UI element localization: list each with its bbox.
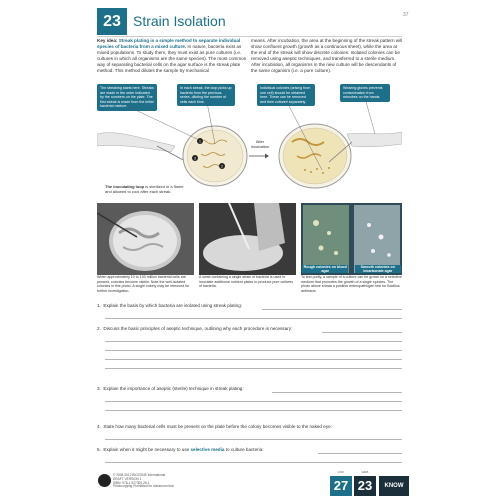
label-smooth-colonies: Smooth colonies on bicarbonate agar — [355, 265, 401, 273]
answer-line[interactable] — [262, 309, 402, 310]
intro-left-column — [97, 38, 249, 74]
answer-line[interactable] — [322, 332, 402, 333]
question-text: Explain the importance of aseptic (sterile) technique in streak plating: — [103, 386, 244, 391]
after-incubation-label: After incubation — [250, 139, 270, 149]
answer-line[interactable] — [105, 401, 402, 402]
inoculating-loop-desc: is sterilized in a flame and allowed to cool after each streak. — [105, 184, 184, 194]
web-label: WEB — [361, 470, 369, 474]
swab-photo-illustration — [199, 203, 296, 275]
question-number: 3. — [97, 386, 101, 391]
plate-number-1: 1 — [199, 139, 201, 144]
answer-line[interactable] — [105, 350, 402, 351]
question-number: 5. — [97, 447, 101, 452]
caption-swab: A swab containing a single strain of bacteria is used to inoculate additional nutrient plates to produce pure cultures of bacteria. — [199, 275, 294, 288]
question-highlight: selective media — [190, 447, 225, 452]
photo-streak-plate — [97, 203, 194, 275]
page-title: Strain Isolation — [133, 13, 226, 29]
copyright-text: © 2008-2012 BIOZONE International — [113, 473, 166, 477]
answer-line[interactable] — [105, 368, 402, 369]
plate-number-2: 2 — [221, 164, 223, 169]
copyright-block — [113, 474, 174, 489]
caption-streak-plate: When approximately 10 to 100 million bacterial cells are present, colonies become visible. Note the well-isolated colonies in this photo. A single colony may be removed for further investigation. — [97, 275, 190, 293]
question-text: State how many bacterial cells must be present on the plate before the colony becomes visible to the naked eye: — [103, 424, 332, 429]
inoculating-loop-term: The inoculating loop — [105, 184, 145, 189]
question-5 — [97, 447, 264, 452]
photo-strip — [97, 203, 402, 275]
answer-line[interactable] — [272, 392, 402, 393]
isbn-text: ISBN: 978-1-927309-26-1 — [113, 480, 150, 485]
question-text: Explain the basis by which bacteria are isolated using streak plating: — [103, 303, 243, 308]
question-text: Discuss the basic principles of aseptic technique, outlining why each procedure is necessary: — [103, 326, 293, 331]
plate-number-3: 3 — [194, 156, 196, 161]
link-activity-tag[interactable]: 27 — [330, 476, 352, 496]
draft-text: DRAFT VERSION 1 — [113, 476, 142, 481]
page-number: 37 — [403, 12, 409, 18]
question-4 — [97, 424, 332, 429]
callout-gloves: Wearing gloves prevents contamination from microbes on the hands. — [340, 84, 390, 102]
permission-text: Photocopying Prohibited for classroom trial — [113, 484, 174, 489]
question-2 — [97, 326, 292, 331]
answer-line[interactable] — [318, 453, 402, 454]
biozone-logo-icon — [98, 474, 111, 487]
web-activity-tag[interactable]: 23 — [354, 476, 376, 496]
caption-selective-media: To test purity, a sample of a culture can be grown on a selective medium that promotes the growth of a single species. The photo above shows a positive enteropathogen test for Bacillus anthracis. — [301, 275, 403, 293]
callout-isolated-colonies: Individual colonies (arising from one cell) should be obtained here. These can be removed and then cultured separately. — [257, 84, 315, 106]
link-label: LINK — [337, 470, 345, 474]
answer-line[interactable] — [105, 439, 402, 440]
callout-streak-start: The streaking starts here. Streaks are made in the order indicated by the numbers on the plate. The first streak is made from the initial bacterial mixture. — [97, 84, 157, 111]
header-divider — [97, 36, 402, 37]
answer-line[interactable] — [105, 341, 402, 342]
callout-dilution: In each streak, the loop picks up bacteria from the previous series, diluting the number of cells each time. — [177, 84, 235, 106]
inoculating-loop-label — [105, 184, 185, 194]
question-1 — [97, 303, 242, 308]
intro-left-body: In nature, bacteria exist as mixed populations. To study them, they must exist as pure cultures (i.e. cultures in which all organisms are the same species). The most common way of separating bacterial cells on the agar surface is the streak plate method. This method dilutes the sample by mechanical — [97, 44, 247, 73]
answer-line[interactable] — [105, 410, 402, 411]
question-number: 1. — [97, 303, 101, 308]
question-number: 2. — [97, 326, 101, 331]
answer-line[interactable] — [105, 462, 402, 463]
answer-line[interactable] — [105, 318, 402, 319]
question-3 — [97, 386, 244, 391]
photo-swab — [199, 203, 296, 275]
question-text: Explain when it might be necessary to use — [103, 447, 191, 452]
intro-right-column: means. After incubation, the area at the beginning of the streak pattern will show confluent growth (growth as a continuous sheet), while the area at the end of the streak will show discrete colonies. Isolated colonies can be removed using aseptic techniques, and transferred to a sterile medium. After incubation, all organisms in the new culture will be descendants of the same organism (i.e. a pure culture). — [251, 38, 403, 73]
key-idea-label: Key idea: — [97, 38, 118, 43]
activity-number: 23 — [97, 8, 127, 35]
key-idea-text: Streak plating is a simple method to separate individual species of bacteria from a mixed culture. — [97, 38, 241, 49]
streak-plate-photo-illustration — [97, 203, 194, 275]
streak-plate-diagram — [97, 84, 402, 202]
question-tail: to culture bacteria: — [224, 447, 264, 452]
question-number: 4. — [97, 424, 101, 429]
know-tag: KNOW — [379, 476, 409, 496]
photo-selective-media — [301, 203, 402, 275]
label-rough-colonies: Rough colonies on blood agar — [303, 265, 347, 273]
answer-line[interactable] — [105, 359, 402, 360]
